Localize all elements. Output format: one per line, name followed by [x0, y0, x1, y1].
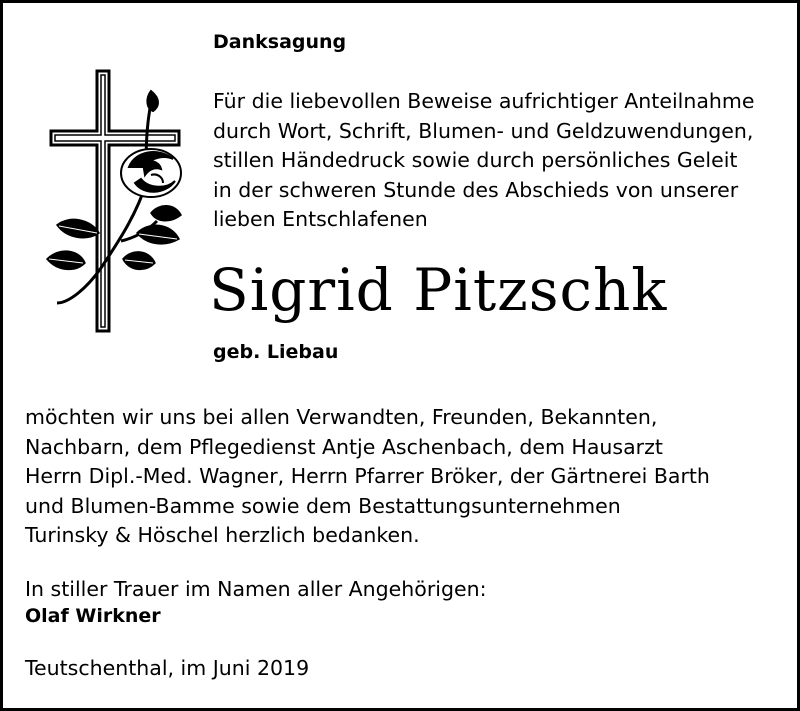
cross-with-rose-icon — [39, 63, 189, 338]
thanks-body-text: möchten wir uns bei allen Verwandten, Freunden, Bekannten, Nachbarn, dem Pflegedienst Antje Aschenbach, dem Hausarzt Herrn Dipl.-Med. Wagner, Herrn Pfarrer Bröker, der Gärtnerei Barth und Blumen-Bamme sowie dem Bestattungsunternehmen Turinsky & Höschel herzlich bedanken. — [25, 405, 710, 547]
place-and-date: Teutschenthal, im Juni 2019 — [25, 656, 310, 680]
notice-intro-text: Für die liebevollen Beweise aufrichtiger Anteilnahme durch Wort, Schrift, Blumen- und Geldzuwendungen, stillen Händedruck sowie durch persönliches Geleit in der schweren Stunde des Abschieds von unserer lieben Entschlafenen — [213, 89, 755, 231]
signer-name: Olaf Wirkner — [25, 605, 161, 627]
mourning-line: In stiller Trauer im Namen aller Angehörigen: — [25, 577, 487, 601]
notice-heading: Danksagung — [213, 31, 347, 53]
maiden-name: geb. Liebau — [213, 341, 339, 363]
deceased-name: Sigrid Pitzschk — [209, 256, 668, 324]
